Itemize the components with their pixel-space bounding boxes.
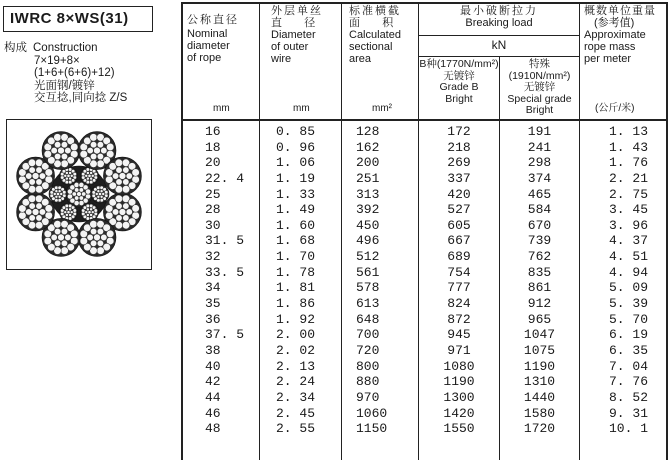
outer-strand-wire: [116, 179, 122, 185]
table-cell-s: 861: [527, 280, 552, 296]
breaking-subheader-line-1: [418, 35, 579, 36]
core-outer-strand-wire: [73, 209, 77, 213]
table-cell-s: 1580: [523, 405, 556, 421]
outer-strand-wire: [26, 173, 32, 179]
table-cell-w: 1. 81: [276, 280, 316, 296]
outer-strand-wire: [19, 176, 27, 184]
core-center-strand-wire: [81, 192, 85, 196]
table-cell-d: 22. 4: [205, 170, 245, 186]
outer-strand-wire: [90, 240, 96, 246]
table-cell-b: 824: [447, 296, 471, 312]
table-cell-b: 689: [447, 249, 471, 265]
table-cell-w: 1. 68: [276, 233, 316, 249]
outer-strand-wire: [106, 230, 114, 238]
table-cell-a: 450: [356, 217, 380, 233]
table-cell-b: 1420: [443, 405, 475, 421]
outer-strand-wire: [44, 237, 52, 245]
outer-strand-wire: [32, 209, 39, 216]
outer-strand-wire: [112, 209, 118, 215]
header-special-strength: 特殊(1910N/mm²): [508, 58, 571, 82]
outer-strand-wire: [36, 215, 42, 221]
table-cell-m: 4. 37: [609, 233, 649, 249]
table-cell-w: 1. 19: [276, 170, 316, 186]
outer-strand-wire: [94, 147, 101, 154]
table-cell-s: 298: [527, 155, 552, 171]
construction-formula-1: 7×19+8×: [34, 54, 80, 67]
table-cell-d: 18: [205, 139, 221, 155]
outer-strand-wire: [90, 220, 98, 228]
outer-strand-wire: [28, 195, 36, 203]
table-cell-b: 420: [447, 186, 471, 202]
table-cell-a: 251: [356, 170, 380, 186]
table-cell-a: 162: [356, 139, 380, 155]
table-cell-b: 1080: [443, 358, 475, 374]
col-divider-5: [579, 2, 580, 460]
header-area-en3: area: [349, 53, 372, 65]
table-cell-a: 880: [356, 374, 380, 390]
table-cell-d: 32: [205, 249, 221, 265]
header-outer-wire-en2: of outer: [271, 41, 309, 53]
table-cell-d: 34: [205, 280, 221, 296]
table-cell-s: 1075: [523, 342, 556, 358]
core-center-strand-wire: [79, 196, 83, 200]
outer-strand-wire: [80, 150, 88, 158]
table-cell-b: 1550: [443, 421, 475, 437]
outer-strand-wire: [132, 205, 140, 213]
table-cell-b: 754: [447, 264, 471, 280]
table-cell-m: 1. 13: [609, 124, 649, 139]
header-nominal-diameter-en3: of rope: [187, 52, 222, 64]
table-cell-a: 1150: [356, 421, 388, 437]
outer-strand-wire: [105, 176, 113, 184]
table-cell-m: 2. 21: [609, 170, 649, 186]
header-area-en1: Calculated: [349, 29, 401, 41]
table-cell-a: 496: [356, 233, 380, 249]
header-body-divider: [181, 119, 668, 121]
construction-lay: 交互捻,同向捻 Z/S: [34, 92, 128, 104]
table-cell-a: 720: [356, 342, 380, 358]
table-cell-d: 28: [205, 202, 221, 218]
outer-strand-wire: [32, 173, 39, 180]
outer-strand-wire: [80, 237, 88, 245]
outer-strand-wire: [36, 167, 42, 173]
outer-strand-wire: [61, 247, 69, 255]
header-grade-b: [419, 59, 499, 105]
header-special-name: Special grade: [507, 92, 572, 105]
outer-strand-wire: [45, 205, 53, 213]
unit-area: mm²: [372, 103, 392, 114]
outer-strand-wire: [87, 234, 93, 240]
table-cell-w: 1. 49: [276, 202, 316, 218]
table-cell-s: 835: [527, 264, 552, 280]
outer-strand-wire: [29, 179, 35, 185]
table-cell-s: 1047: [523, 327, 556, 343]
outer-strand-wire: [61, 153, 67, 159]
header-special-grade: [500, 59, 579, 117]
table-cell-a: 700: [356, 327, 380, 343]
header-nominal-diameter-en1: Nominal: [187, 28, 228, 40]
table-cell-w: 1. 92: [276, 311, 316, 327]
unit-diameter: mm: [213, 103, 230, 114]
header-breaking-load-en: Breaking load: [465, 17, 533, 29]
table-cell-d: 20: [205, 155, 221, 171]
table-cell-w: 1. 70: [276, 249, 316, 265]
table-cell-a: 970: [356, 389, 380, 405]
construction-label-zh: 构成: [4, 42, 27, 54]
table-cell-s: 191: [527, 124, 552, 139]
rope-cross-section-figure: [6, 119, 152, 270]
header-outer-wire: [271, 5, 341, 65]
core-center-strand-wire: [79, 188, 83, 192]
table-cell-s: 670: [527, 217, 552, 233]
outer-strand-wire: [29, 215, 35, 221]
header-rope-mass-zh1: 概数单位重量: [584, 5, 656, 17]
table-cell-w: 1. 78: [276, 264, 316, 280]
header-grade-b-name: Grade B: [439, 81, 479, 93]
core-center-strand-wire: [72, 192, 76, 196]
table-cell-a: 613: [356, 296, 380, 312]
header-outer-wire-zh1: 外层单丝: [271, 5, 323, 17]
table-cell-d: 46: [205, 405, 221, 421]
table-cell-d: 36: [205, 311, 221, 327]
table-left-border: [181, 2, 183, 460]
col-divider-2: [341, 2, 342, 460]
table-cell-a: 392: [356, 202, 380, 218]
table-cell-m: 10. 1: [609, 421, 649, 437]
outer-strand-wire: [115, 159, 123, 167]
outer-strand-wire: [94, 234, 101, 241]
outer-strand-wire: [29, 203, 35, 209]
outer-strand-wire: [90, 141, 96, 147]
core-center-strand-wire: [74, 196, 78, 200]
outer-strand-wire: [61, 240, 67, 246]
header-area: [349, 5, 419, 65]
header-rope-mass-en1: Approximate: [584, 29, 646, 41]
table-cell-b: 1300: [443, 389, 475, 405]
table-cell-s: 584: [527, 202, 552, 218]
table-cell-b: 605: [447, 217, 471, 233]
column-rope-mass: [609, 124, 667, 437]
core-outer-strand-wire: [104, 191, 108, 195]
outer-strand-wire: [116, 203, 122, 209]
core-center-strand-wire: [74, 182, 79, 187]
table-cell-m: 9. 31: [609, 405, 649, 421]
header-nominal-diameter-en2: diameter: [187, 40, 230, 52]
table-cell-s: 1310: [523, 374, 556, 390]
table-cell-b: 667: [447, 233, 471, 249]
table-cell-a: 313: [356, 186, 380, 202]
table-cell-d: 25: [205, 186, 221, 202]
table-cell-b: 269: [447, 155, 471, 171]
table-cell-s: 762: [527, 249, 552, 265]
table-cell-b: 527: [447, 202, 471, 218]
header-outer-wire-en3: wire: [271, 53, 292, 65]
outer-strand-wire: [51, 234, 57, 240]
table-cell-w: 0. 96: [276, 139, 316, 155]
table-cell-m: 6. 19: [609, 327, 649, 343]
table-cell-b: 1190: [443, 374, 475, 390]
outer-strand-wire: [28, 159, 36, 167]
construction-label-en: Construction: [33, 42, 98, 54]
table-cell-m: 3. 96: [609, 217, 649, 233]
table-cell-w: 1. 86: [276, 296, 316, 312]
table-cell-d: 44: [205, 389, 221, 405]
outer-strand-wire: [119, 209, 126, 216]
header-rope-mass-en2: rope mass: [584, 41, 636, 53]
table-cell-s: 241: [527, 139, 552, 155]
outer-strand-wire: [35, 221, 43, 229]
table-cell-m: 3. 45: [609, 202, 649, 218]
table-cell-d: 48: [205, 421, 221, 437]
outer-strand-wire: [54, 220, 62, 228]
unit-outer-wire: mm: [293, 103, 310, 114]
header-nominal-diameter-zh: 公称直径: [187, 14, 239, 26]
outer-strand-wire: [97, 247, 105, 255]
outer-strand-wire: [101, 234, 107, 240]
header-breaking-load: [419, 5, 579, 29]
table-cell-w: 0. 85: [276, 124, 316, 139]
table-cell-a: 578: [356, 280, 380, 296]
outer-strand-wire: [54, 141, 60, 147]
core-outer-strand-wire: [62, 191, 66, 195]
outer-strand-wire: [90, 153, 96, 159]
table-cell-w: 2. 24: [276, 374, 316, 390]
table-cell-d: 30: [205, 217, 221, 233]
outer-strand-wire: [29, 167, 35, 173]
table-cell-m: 7. 76: [609, 374, 649, 390]
table-cell-b: 218: [447, 139, 471, 155]
table-cell-w: 2. 34: [276, 389, 316, 405]
header-grade-b-strength: B种(1770N/mm²): [419, 58, 499, 70]
outer-strand-wire: [87, 147, 93, 153]
outer-strand-wire: [61, 160, 69, 168]
outer-strand-wire: [65, 147, 71, 153]
core-outer-strand-wire: [94, 209, 98, 213]
outer-strand-wire: [106, 143, 114, 151]
table-cell-a: 561: [356, 264, 380, 280]
table-cell-d: 40: [205, 358, 221, 374]
table-cell-m: 5. 09: [609, 280, 649, 296]
header-special-coating: 无镀锌: [523, 81, 556, 93]
col-divider-1: [259, 2, 260, 460]
table-cell-a: 128: [356, 124, 380, 139]
outer-strand-wire: [39, 173, 45, 179]
construction-finish: 光面钢/镀锌: [34, 79, 95, 92]
table-cell-w: 2. 00: [276, 327, 316, 343]
outer-strand-wire: [123, 179, 129, 185]
outer-strand-wire: [126, 209, 132, 215]
core-center-strand-wire: [74, 188, 78, 192]
outer-strand-wire: [97, 160, 105, 168]
outer-strand-wire: [116, 167, 122, 173]
table-cell-s: 465: [527, 186, 552, 202]
outer-strand-wire: [70, 143, 78, 151]
construction-block: [4, 42, 174, 105]
rope-cross-section-image: [7, 120, 151, 269]
table-cell-w: 1. 33: [276, 186, 316, 202]
outer-strand-wire: [61, 141, 67, 147]
header-area-en2: sectional: [349, 41, 393, 53]
outer-strand-wire: [70, 230, 78, 238]
outer-strand-wire: [90, 228, 96, 234]
column-area: [356, 124, 416, 437]
breaking-subheader-line-2: [418, 56, 579, 57]
core-center-strand-wire: [67, 194, 72, 199]
table-cell-b: 172: [447, 124, 471, 139]
outer-strand-wire: [112, 173, 118, 179]
table-cell-d: 42: [205, 374, 221, 390]
outer-strand-wire: [123, 167, 129, 173]
core-center-strand-wire: [79, 200, 84, 205]
outer-strand-wire: [105, 212, 113, 220]
outer-strand-wire: [54, 153, 60, 159]
table-cell-w: 1. 60: [276, 217, 316, 233]
header-breaking-load-zh: 最小破断拉力: [460, 5, 538, 17]
table-cell-s: 739: [527, 233, 552, 249]
outer-strand-wire: [54, 228, 60, 234]
table-cell-s: 912: [527, 296, 552, 312]
product-title: IWRC 8×WS(31): [3, 6, 153, 32]
table-cell-m: 5. 39: [609, 296, 649, 312]
table-cell-a: 200: [356, 155, 380, 171]
outer-strand-wire: [119, 173, 126, 180]
table-cell-w: 2. 02: [276, 342, 316, 358]
table-cell-s: 965: [527, 311, 552, 327]
column-breaking-special: [500, 124, 579, 437]
table-top-border: [181, 2, 668, 4]
table-cell-d: 31. 5: [205, 233, 245, 249]
table-cell-d: 38: [205, 342, 221, 358]
outer-strand-wire: [26, 209, 32, 215]
table-cell-m: 6. 35: [609, 342, 649, 358]
core-outer-strand-wire: [94, 172, 98, 176]
core-outer-strand-wire: [73, 172, 77, 176]
outer-strand-wire: [122, 185, 130, 193]
header-rope-mass-zh2: (参考值): [594, 17, 635, 29]
table-cell-w: 1. 06: [276, 155, 316, 171]
outer-strand-wire: [122, 221, 130, 229]
table-cell-a: 648: [356, 311, 380, 327]
outer-strand-wire: [115, 195, 123, 203]
table-cell-m: 2. 75: [609, 186, 649, 202]
outer-strand-wire: [65, 234, 71, 240]
header-rope-mass: [584, 5, 668, 65]
table-cell-a: 1060: [356, 405, 388, 421]
header-area-zh2: 面 积: [349, 17, 396, 29]
table-cell-a: 512: [356, 249, 380, 265]
table-cell-d: 37. 5: [205, 327, 245, 343]
header-area-zh1: 标准横截: [349, 5, 401, 17]
outer-strand-wire: [35, 185, 43, 193]
header-nominal-diameter: [187, 14, 257, 64]
table-cell-d: 35: [205, 296, 221, 312]
outer-strand-wire: [58, 147, 65, 154]
outer-strand-wire: [97, 153, 103, 159]
unit-rope-mass: (公斤/米): [595, 103, 635, 114]
table-cell-m: 4. 94: [609, 264, 649, 280]
column-nominal-diameter: [205, 124, 259, 437]
outer-strand-wire: [97, 228, 103, 234]
outer-strand-wire: [19, 212, 27, 220]
outer-strand-wire: [90, 134, 98, 142]
table-cell-b: 777: [447, 280, 471, 296]
table-cell-s: 374: [527, 170, 552, 186]
unit-breaking-load: kN: [491, 38, 507, 52]
table-cell-s: 1440: [523, 389, 556, 405]
outer-strand-wire: [132, 169, 140, 177]
table-cell-m: 7. 04: [609, 358, 649, 374]
construction-formula-2: (1+6+(6+6)+12): [34, 67, 115, 79]
outer-strand-wire: [116, 215, 122, 221]
outer-strand-wire: [36, 179, 42, 185]
outer-strand-wire: [126, 173, 132, 179]
outer-strand-wire: [123, 203, 129, 209]
header-rope-mass-en3: per meter: [584, 53, 632, 65]
table-cell-d: 33. 5: [205, 264, 245, 280]
outer-strand-wire: [45, 169, 53, 177]
table-cell-b: 872: [447, 311, 471, 327]
outer-strand-wire: [97, 240, 103, 246]
table-cell-w: 2. 55: [276, 421, 316, 437]
outer-strand-wire: [61, 228, 67, 234]
header-grade-b-coating: 无镀锌: [443, 69, 475, 82]
table-cell-a: 800: [356, 358, 380, 374]
outer-strand-wire: [58, 234, 65, 241]
table-cell-s: 1190: [523, 358, 556, 374]
outer-strand-wire: [36, 203, 42, 209]
table-cell-d: 16: [205, 124, 221, 139]
table-cell-w: 2. 45: [276, 405, 316, 421]
outer-strand-wire: [51, 147, 57, 153]
table-cell-m: 4. 51: [609, 249, 649, 265]
table-cell-b: 945: [447, 327, 471, 343]
specification-table: [181, 2, 668, 460]
outer-strand-wire: [123, 215, 129, 221]
outer-strand-wire: [54, 134, 62, 142]
table-cell-m: 5. 70: [609, 311, 649, 327]
header-outer-wire-zh2: 直 径: [271, 17, 318, 29]
core-center-strand-wire: [85, 189, 90, 194]
table-cell-w: 2. 13: [276, 358, 316, 374]
column-breaking-grade-b: [419, 124, 499, 437]
header-grade-b-finish: Bright: [445, 92, 473, 105]
table-cell-s: 1720: [523, 421, 556, 437]
outer-strand-wire: [97, 141, 103, 147]
outer-strand-wire: [44, 150, 52, 158]
table-cell-b: 337: [447, 170, 471, 186]
outer-strand-wire: [39, 209, 45, 215]
header-special-finish: Bright: [525, 104, 554, 116]
outer-strand-wire: [54, 240, 60, 246]
table-cell-m: 8. 52: [609, 389, 649, 405]
header-outer-wire-en1: Diameter: [271, 29, 316, 41]
table-cell-m: 1. 43: [609, 139, 649, 155]
table-cell-b: 971: [447, 342, 471, 358]
outer-strand-wire: [101, 147, 107, 153]
core-center-strand-wire: [77, 192, 82, 197]
column-outer-wire: [276, 124, 336, 437]
table-cell-m: 1. 76: [609, 155, 649, 171]
